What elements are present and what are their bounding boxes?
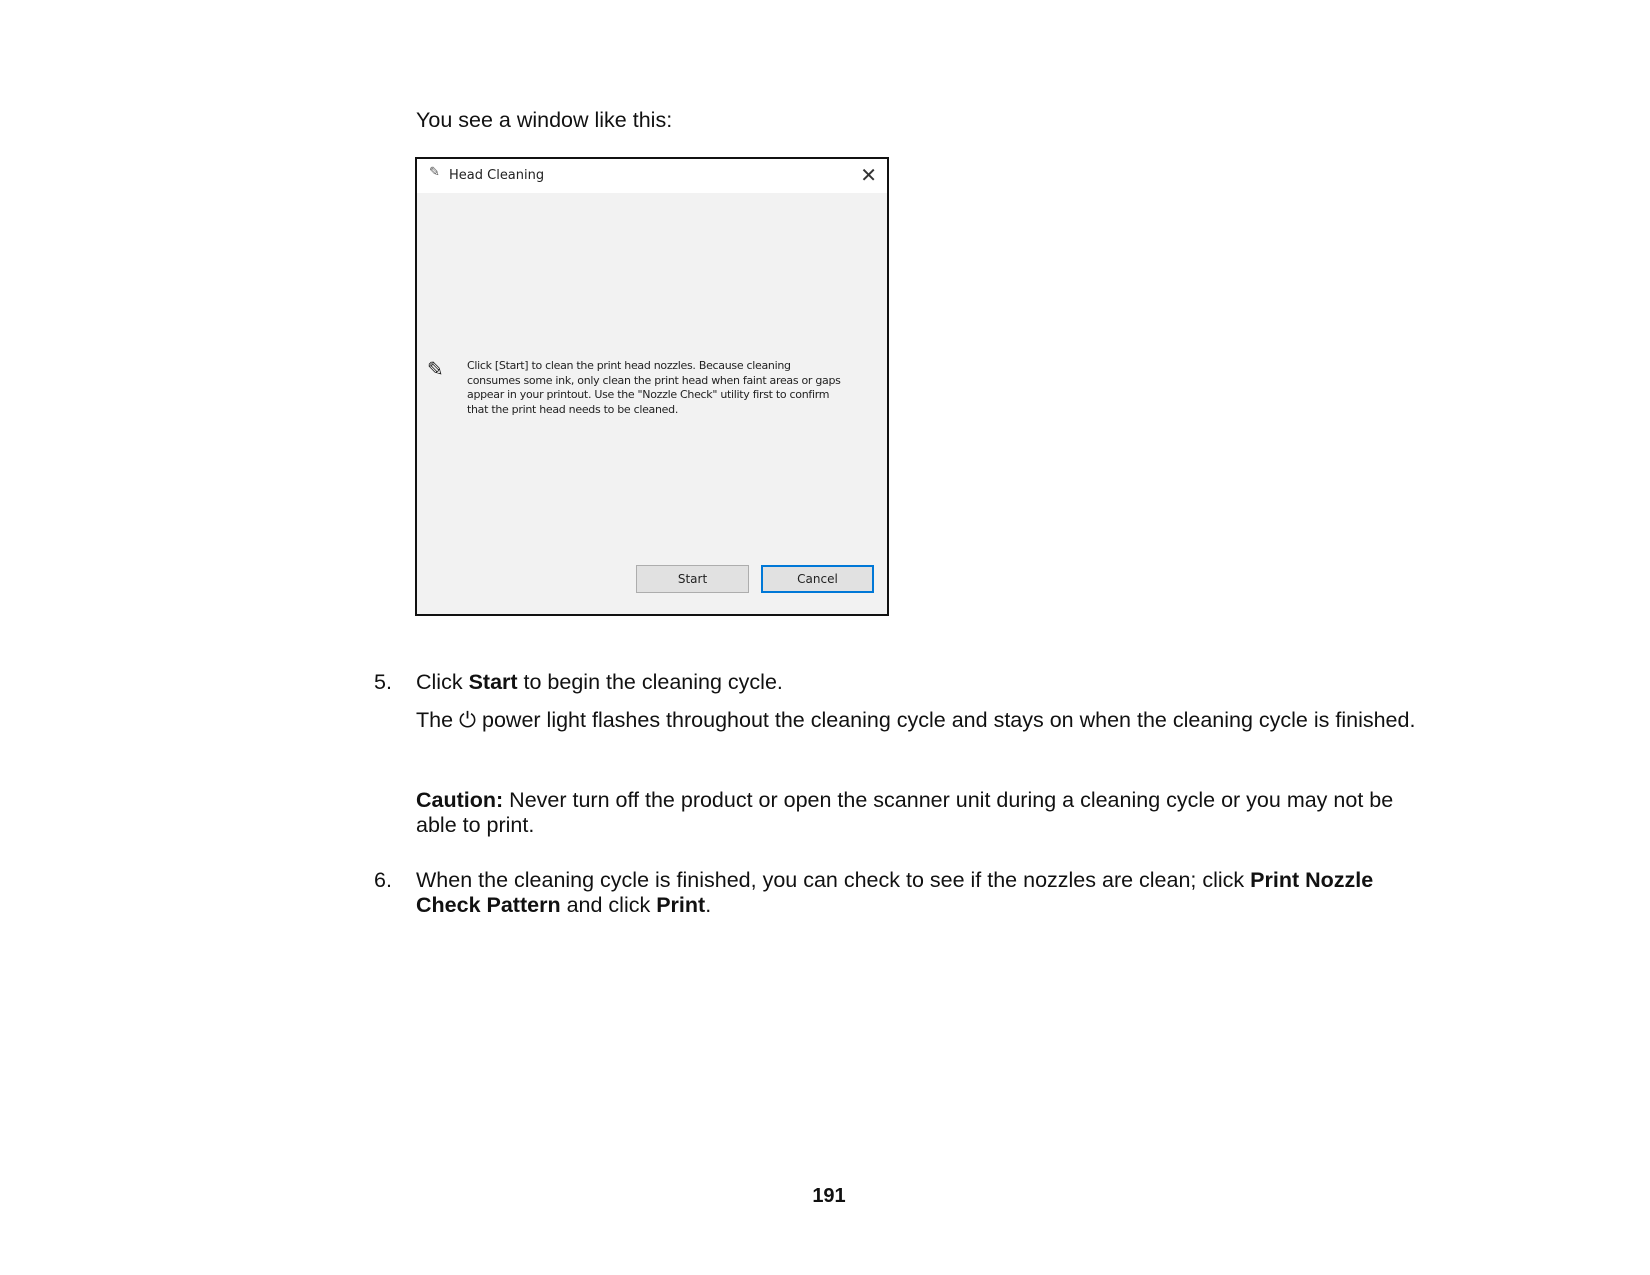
note-post: power light flashes throughout the cleaning cycle and stays on when the cleaning cycle is finished. xyxy=(476,708,1416,732)
cancel-button[interactable]: Cancel xyxy=(761,565,874,593)
step-5-note xyxy=(416,708,1436,733)
step-6-mid: and click xyxy=(560,893,657,917)
power-icon: ⏻ xyxy=(459,708,477,732)
note-pre: The xyxy=(416,708,460,732)
dialog-message: Click [Start] to clean the print head nozzles. Because cleaning consumes some ink, only clean the print head when faint areas or gaps appear in your printout. Use the "Nozzle Check" utility first to confirm that the print head needs to be cleaned. xyxy=(467,359,841,416)
step-5-pre: Click xyxy=(416,670,469,694)
step-5-post: to begin the cleaning cycle. xyxy=(517,670,783,694)
print-head-icon: ✎ xyxy=(427,357,444,381)
step-5-text xyxy=(416,670,1436,695)
close-icon[interactable]: ✕ xyxy=(860,163,877,187)
caution-label: Caution: xyxy=(416,788,504,812)
step-6-pre: When the cleaning cycle is finished, you can check to see if the nozzles are clean; click xyxy=(416,868,1251,892)
page-number: 191 xyxy=(812,1185,846,1207)
caution-note xyxy=(416,788,1436,838)
start-button[interactable]: Start xyxy=(636,565,749,593)
step-6-post: . xyxy=(705,893,712,917)
caution-text: Never turn off the product or open the scanner unit during a cleaning cycle or you may not be able to print. xyxy=(416,788,1394,837)
dialog-title: Head Cleaning xyxy=(449,168,545,183)
dialog-titlebar xyxy=(417,159,887,193)
head-cleaning-dialog xyxy=(415,157,889,616)
step-6-number: 6. xyxy=(374,868,392,892)
step-5-number: 5. xyxy=(374,670,392,694)
step-5-bold: Start xyxy=(468,670,518,694)
step-6-bold2: Print xyxy=(656,893,706,917)
head-cleaning-icon: ✎ xyxy=(429,165,440,180)
step-6-text xyxy=(416,868,1436,918)
intro-text: You see a window like this: xyxy=(416,108,673,132)
step-6-bold1: Print Nozzle Check Pattern xyxy=(416,868,1374,917)
